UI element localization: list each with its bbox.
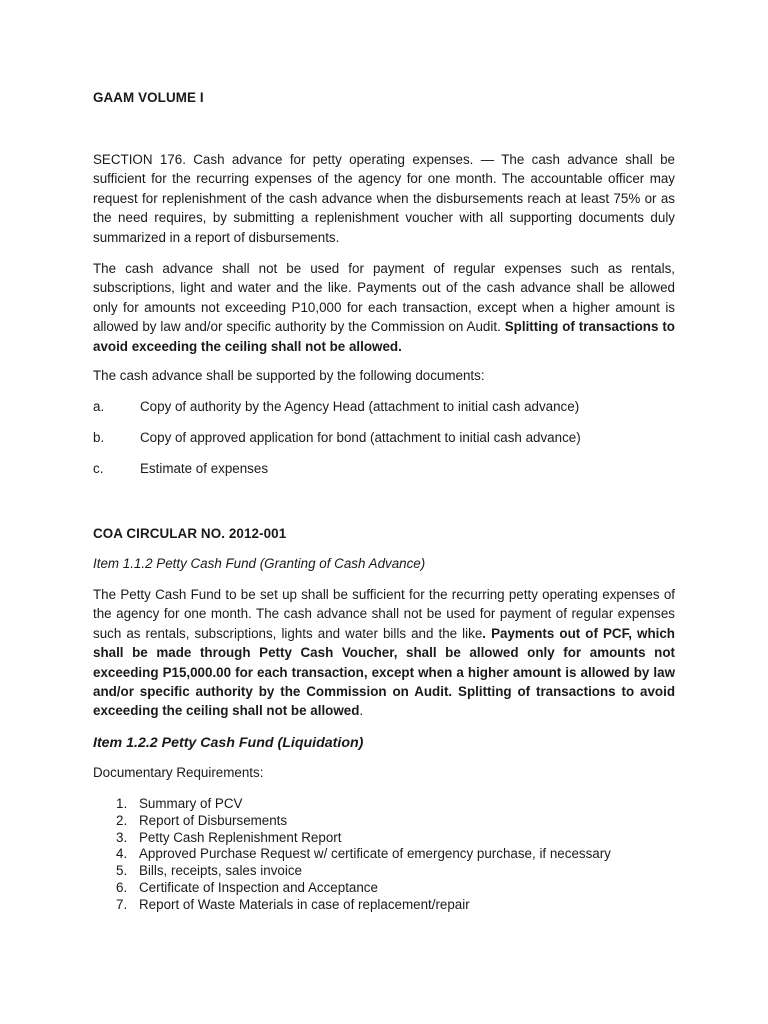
pcf-text: The Petty Cash Fund to be set up shall be sufficient for the recurring petty operating expenses of the agency for one month. The cash advance shall not be used for payment of regular expenses such as rentals, subscriptions, lights and water bills and the like: [93, 587, 675, 641]
list-item-text: Bills, receipts, sales invoice: [139, 863, 302, 879]
list-item: [116, 863, 676, 880]
list-marker: a.: [93, 399, 105, 414]
pcf-rules-text: . Payments out of PCF, which shall be made through Petty Cash Voucher, shall be allowed only for amounts not exceeding P15,000.00 for each transaction, except when a higher amount is allowed by law and/or specific authority by the Commission on Audit. Splitting of transactions to avoid exceeding the ceiling shall not be allowed: [93, 625, 675, 719]
list-item: [116, 830, 676, 847]
list-item-text: Petty Cash Replenishment Report: [139, 829, 342, 845]
list-item-text: Report of Waste Materials in case of replacement/repair: [139, 896, 470, 912]
list-number: 6.: [116, 879, 128, 895]
petty-cash-fund-paragraph: [93, 585, 675, 721]
pcf-end: .: [359, 703, 364, 719]
list-item: [116, 796, 676, 813]
list-item-text: Estimate of expenses: [140, 461, 269, 476]
list-number: 1.: [116, 796, 128, 811]
list-item-text: Report of Disbursements: [139, 812, 288, 828]
item-112-title: Item 1.1.2 Petty Cash Fund (Granting of Cash Advance): [93, 556, 426, 571]
list-item: [116, 813, 676, 830]
coa-circular-heading: COA CIRCULAR NO. 2012-001: [93, 526, 287, 541]
requirements-list: [116, 796, 676, 914]
list-number: 7.: [116, 896, 128, 912]
item-122-title: Item 1.2.2 Petty Cash Fund (Liquidation): [93, 735, 364, 751]
list-number: 2.: [116, 812, 128, 828]
list-item-text: Copy of approved application for bond (attachment to initial cash advance): [140, 430, 581, 445]
list-item: [93, 397, 675, 416]
list-item-text: Approved Purchase Request w/ certificate of emergency purchase, if necessary: [139, 846, 611, 862]
list-number: 3.: [116, 829, 128, 845]
list-item: [116, 880, 676, 897]
list-marker: c.: [93, 461, 104, 476]
list-item: [116, 897, 676, 914]
gaam-heading: GAAM VOLUME I: [93, 90, 204, 105]
documents-intro: The cash advance shall be supported by the following documents:: [93, 368, 485, 383]
list-number: 5.: [116, 863, 128, 879]
list-item: [116, 846, 676, 863]
restrictions-text: The cash advance shall not be used for payment of regular expenses such as rentals, subscriptions, light and water and the like. Payments out of the cash advance shall be allowed only for amounts not exceeding P10,000 for each transaction, except when a higher amount is allowed by law and/or specific authority by the Commission on Audit.: [93, 261, 675, 335]
list-number: 4.: [116, 846, 128, 862]
documentary-requirements-label: Documentary Requirements:: [93, 765, 264, 780]
list-item: [93, 459, 675, 478]
list-item-text: Certificate of Inspection and Acceptance: [139, 879, 378, 895]
section-176-paragraph: SECTION 176. Cash advance for petty operating expenses. — The cash advance shall be sufficient for the recurring expenses of the agency for one month. The accountable officer may request for replenishment of the cash advance when the disbursements reach at least 75% or as the need requires, by submitting a replenishment voucher with all supporting documents duly summarized in a report of disbursements.: [93, 152, 675, 245]
splitting-rule-text: Splitting of transactions to avoid exceeding the ceiling shall not be allowed.: [93, 319, 675, 354]
list-item-text: Copy of authority by the Agency Head (attachment to initial cash advance): [140, 399, 580, 414]
cash-advance-restrictions-paragraph: [93, 259, 675, 356]
list-item-text: Summary of PCV: [139, 796, 243, 811]
list-item: [93, 428, 675, 447]
list-marker: b.: [93, 430, 105, 445]
